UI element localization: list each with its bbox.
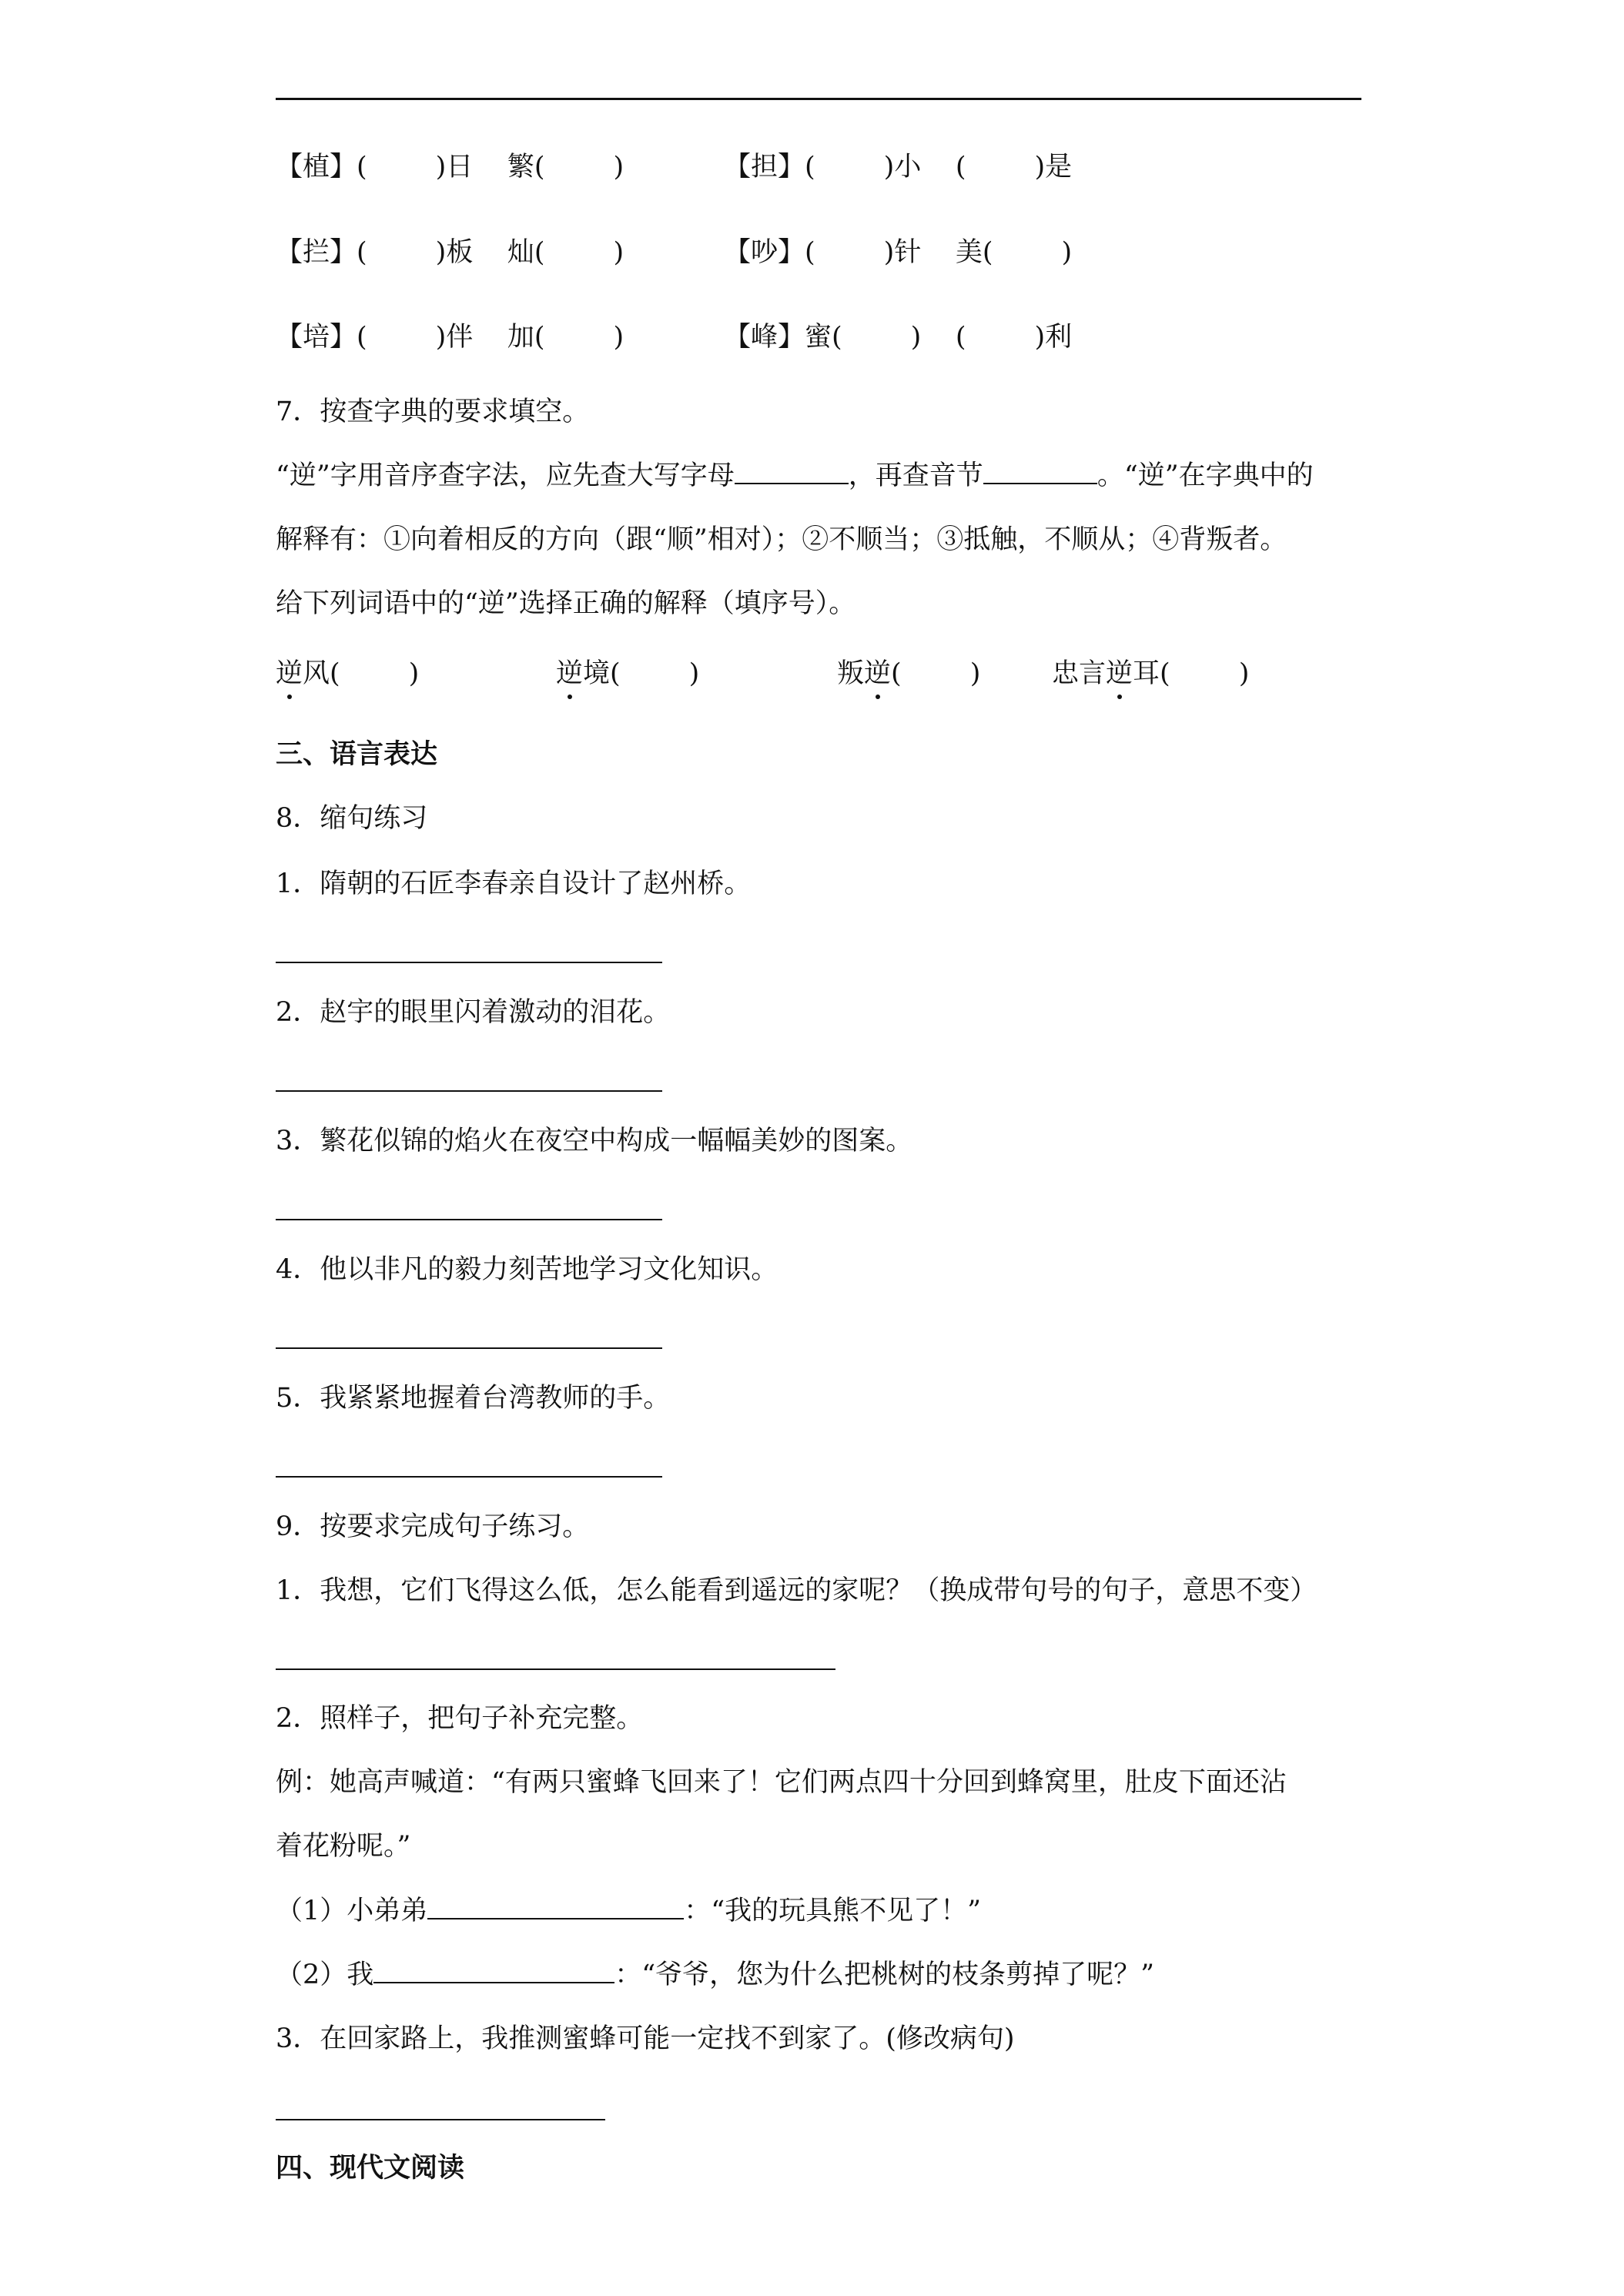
q7-line3: 给下列词语中的“逆”选择正确的解释（填序号）。 (276, 588, 856, 619)
q7-title: 7．按查字典的要求填空。 (276, 397, 590, 427)
table-row-2-right: 【吵】( )针 美( ) (724, 237, 1073, 268)
table-row-3-left: 【培】( )伴 加( ) (276, 322, 624, 353)
q9-item-1: 1．我想，它们飞得这么低，怎么能看到遥远的家呢？（换成带句号的句子，意思不变） (276, 1575, 1318, 1606)
q8-item-3: 3．繁花似锦的焰火在夜空中构成一幅幅美妙的图案。 (276, 1126, 913, 1156)
q9-item-3: 3．在回家路上，我推测蜜蜂可能一定找不到家了。(修改病句) (276, 2023, 1015, 2054)
q8-answer-line-3[interactable] (276, 1219, 662, 1220)
q9-sub-1: （1）小弟弟 ：“我的玩具熊不见了！” (276, 1896, 982, 1926)
q7-line1: “逆”字用音序查字法，应先查大写字母 ，再查音节 。“逆”在字典中的 (276, 460, 1314, 491)
q9-sub-2-blank[interactable] (373, 1981, 614, 1983)
q8-item-2: 2．赵宇的眼里闪着激动的泪花。 (276, 997, 671, 1028)
q7-word-3: 叛逆( ) (837, 656, 980, 691)
header-rule (276, 98, 1361, 100)
q8-answer-line-5[interactable] (276, 1476, 662, 1478)
q8-item-1: 1．隋朝的石匠李春亲自设计了赵州桥。 (276, 869, 752, 899)
q8-item-4: 4．他以非凡的毅力刻苦地学习文化知识。 (276, 1254, 779, 1285)
q8-item-5: 5．我紧紧地握着台湾教师的手。 (276, 1383, 671, 1414)
q7-word-4: 忠言逆耳( ) (1052, 656, 1249, 691)
q7-word-1: 逆风( ) (276, 656, 419, 691)
q8-answer-line-1[interactable] (276, 962, 662, 963)
q9-answer-line-1[interactable] (276, 1668, 835, 1670)
q9-answer-line-3[interactable] (276, 2119, 605, 2120)
q9-sub-2: （2）我 ：“爷爷，您为什么把桃树的枝条剪掉了呢？” (276, 1960, 1155, 1990)
table-row-3-right: 【峰】蜜( ) ( )利 (724, 322, 1073, 353)
q9-example-line-2: 着花粉呢。” (276, 1831, 411, 1862)
q9-example-line-1: 例：她高声喊道：“有两只蜜蜂飞回来了！它们两点四十分回到蜂窝里，肚皮下面还沾 (276, 1767, 1287, 1798)
q9-sub-1-blank[interactable] (427, 1917, 684, 1919)
section-4-heading: 四、现代文阅读 (276, 2152, 465, 2184)
q8-answer-line-4[interactable] (276, 1347, 662, 1349)
q9-item-2: 2．照样子，把句子补充完整。 (276, 1703, 644, 1734)
table-row-2-left: 【拦】( )板 灿( ) (276, 237, 624, 268)
table-row-1-right: 【担】( )小 ( )是 (724, 152, 1073, 182)
table-row-1-left: 【植】( )日 繁( ) (276, 152, 624, 182)
q7-line2: 解释有：①向着相反的方向（跟“顺”相对）；②不顺当；③抵触，不顺从；④背叛者。 (276, 524, 1287, 555)
q8-title: 8．缩句练习 (276, 803, 428, 834)
q9-title: 9．按要求完成句子练习。 (276, 1511, 590, 1542)
section-3-heading: 三、语言表达 (276, 738, 438, 770)
q7-word-2: 逆境( ) (556, 656, 699, 691)
q8-answer-line-2[interactable] (276, 1090, 662, 1092)
